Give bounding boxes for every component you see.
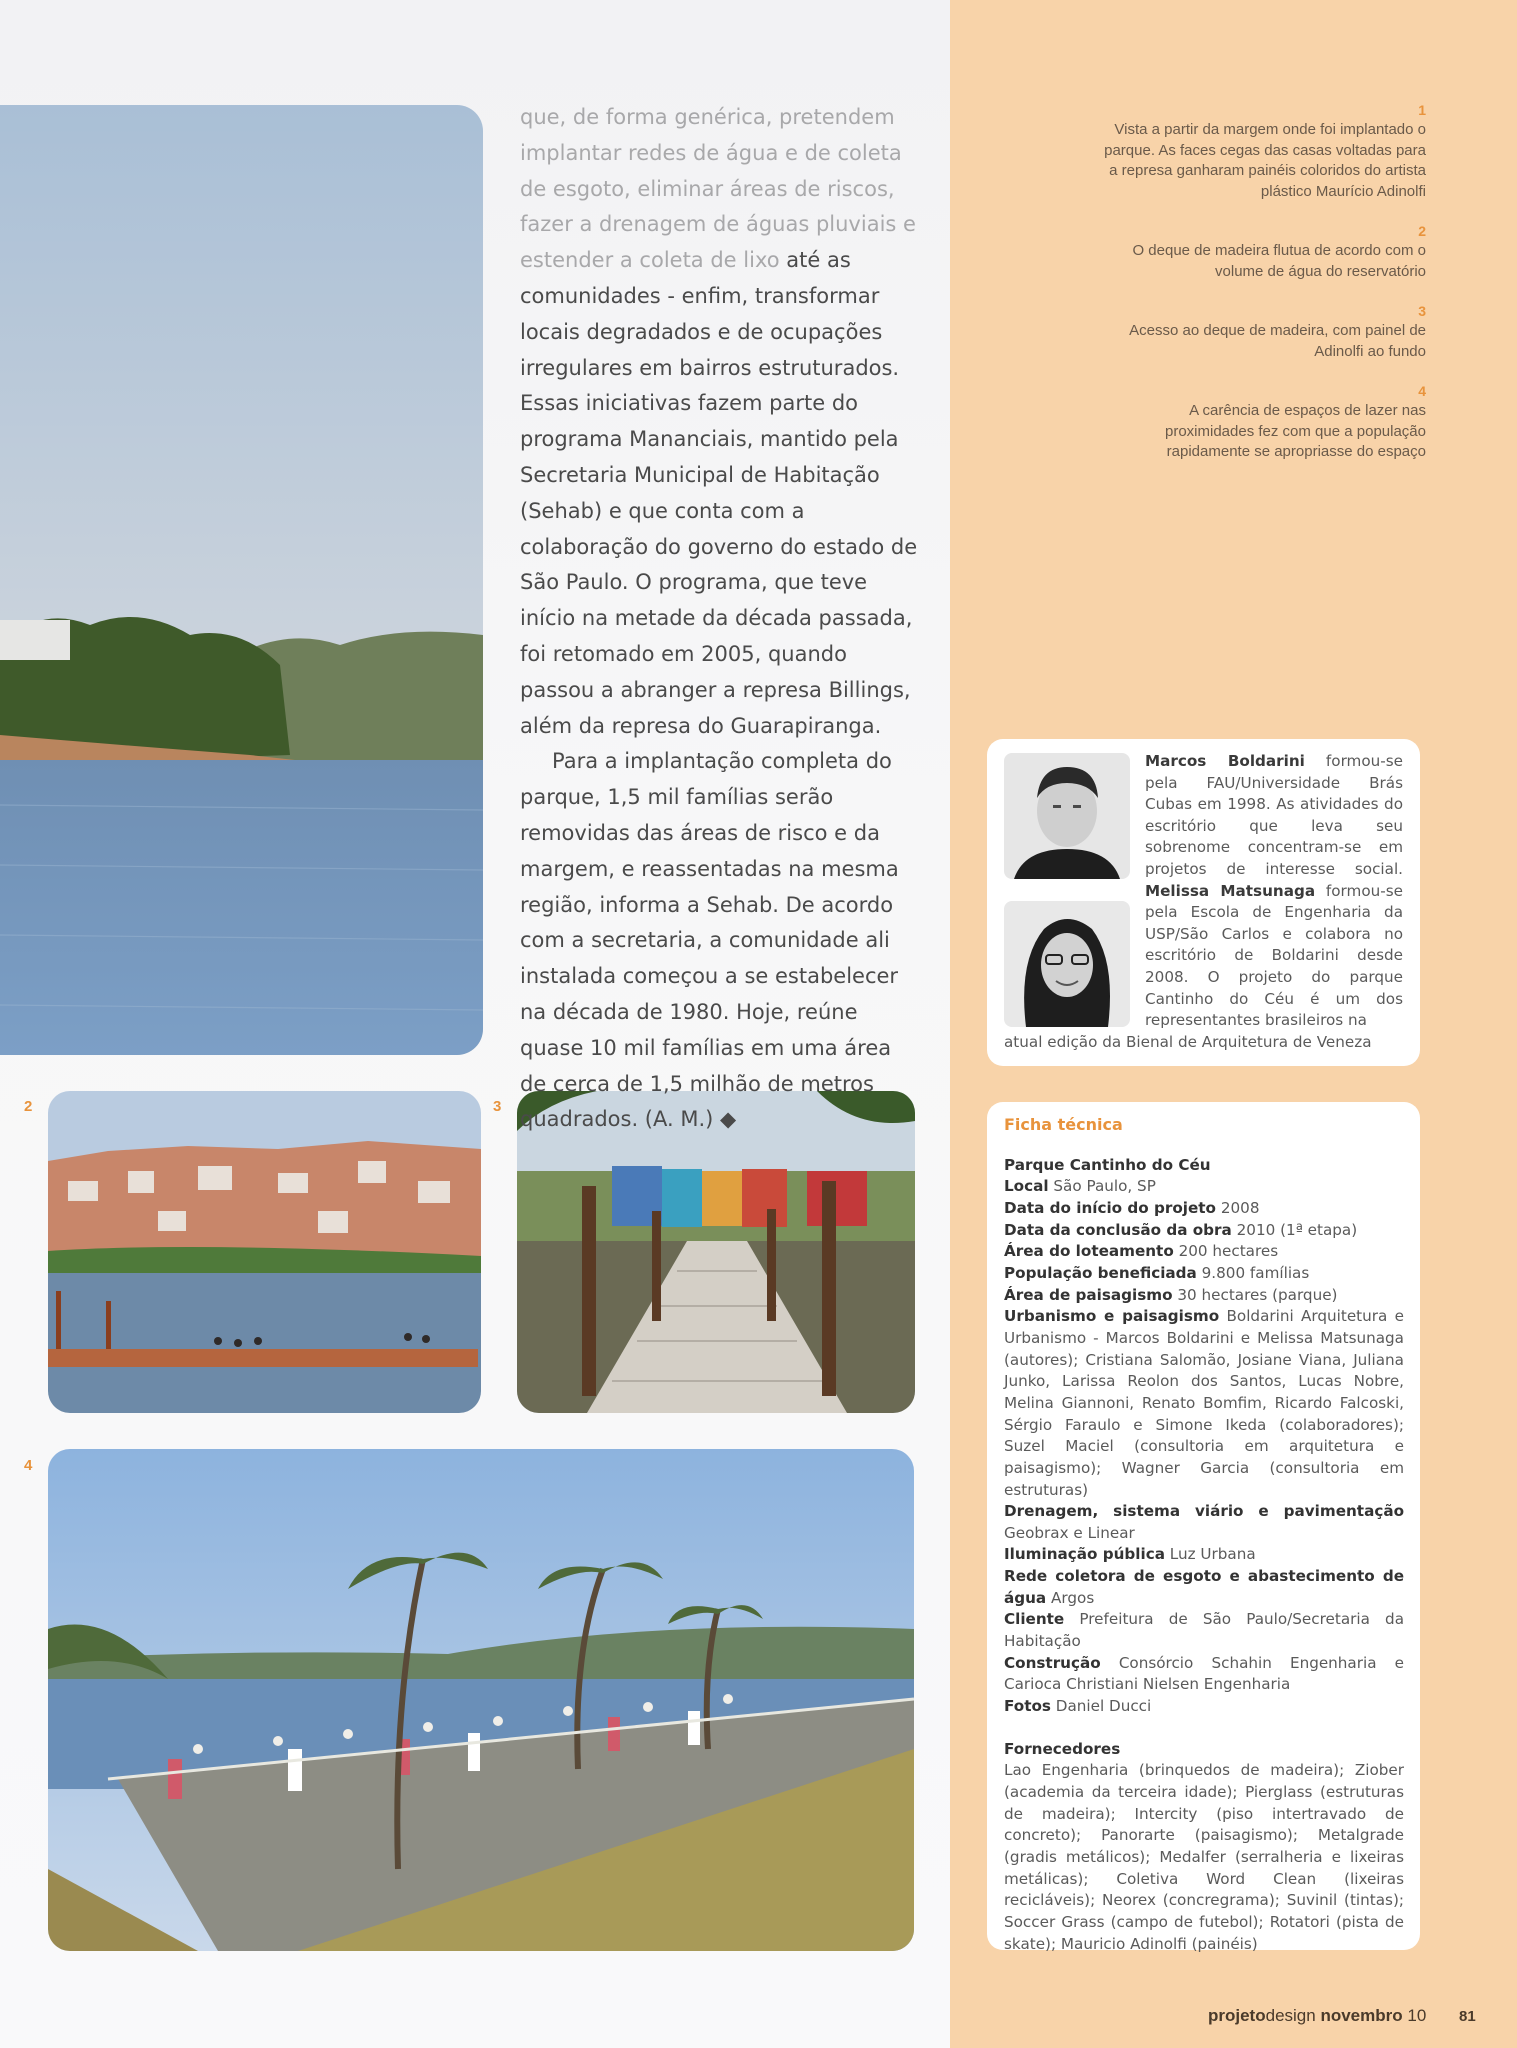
technical-sheet-items [1004,1176,1404,1717]
bio-text-tail: atual edição da Bienal de Arquitetura de Veneza [1004,1033,1372,1051]
issue-number: 10 [1407,2006,1427,2025]
photo-floating-deck [48,1091,481,1413]
magazine-brand-bold: projeto [1208,2006,1266,2025]
item-label: Data da conclusão da obra [1004,1220,1232,1239]
item-value: Daniel Ducci [1050,1697,1152,1716]
caption-text: O deque de madeira flutua de acordo com o volume de água do reservatório [1132,242,1426,280]
item-value: Luz Urbana [1164,1545,1256,1564]
item-value: 2010 (1ª etapa) [1231,1220,1358,1239]
spacer [1004,1718,1404,1739]
photo-exercise-group [48,1449,914,1951]
magazine-brand-light: design [1265,2006,1316,2025]
item-label: Construção [1004,1653,1101,1672]
item-label: Urbanismo e paisagismo [1004,1307,1220,1326]
item-value: 2008 [1216,1198,1260,1217]
technical-sheet-card [987,1102,1420,1953]
author-name-1: Marcos Boldarini [1145,752,1305,770]
caption-number: 2 [1418,223,1426,239]
technical-sheet-item [1004,1653,1404,1696]
technical-sheet-item [1004,1696,1404,1718]
item-label: Cliente [1004,1610,1065,1629]
technical-sheet-item [1004,1285,1404,1307]
item-value: Consórcio Schahin Engenharia e Carioca Christiani Nielsen Engenharia [1004,1653,1404,1694]
project-name: Parque Cantinho do Céu [1004,1155,1211,1174]
item-value: Prefeitura de São Paulo/Secretaria da Habitação [1004,1610,1404,1651]
paragraph-1-text: até as comunidades - enfim, transformar locais degradados e de ocupações irregulares em bairros estruturados. Essas iniciativas fazem parte do programa Mananciais, mantido pela Secretaria Municipal de Habitação (Sehab) e que conta com a colaboração do governo do estado de São Paulo. O programa, que teve início na metade da década passada, foi retomado em 2005, quando passou a abranger a represa Billings, além da represa do Guarapiranga. [520,248,918,738]
caption-3 [1100,301,1426,362]
photo-number-2: 2 [24,1098,33,1115]
item-value: Geobrax e Linear [1004,1523,1135,1542]
caption-2 [1100,221,1426,282]
technical-sheet-item [1004,1544,1404,1566]
issue-month: novembro [1320,2006,1403,2025]
caption-1 [1100,100,1426,202]
technical-sheet-item [1004,1306,1404,1501]
photo-captions [1100,100,1426,482]
item-value: 30 hectares (parque) [1172,1285,1338,1304]
page-footer [1208,2006,1476,2026]
suppliers-title: Fornecedores [1004,1739,1121,1758]
item-label: Rede coletora de esgoto e abastecimento de água [1004,1567,1404,1607]
caption-number: 3 [1418,303,1426,319]
technical-sheet-item [1004,1198,1404,1220]
end-mark-icon: ◆ [720,1107,737,1132]
technical-sheet-item [1004,1566,1404,1609]
bio-text [1145,751,1403,1032]
technical-sheet-item [1004,1263,1404,1285]
item-label: Área do loteamento [1004,1242,1174,1261]
technical-sheet-item [1004,1609,1404,1652]
article-paragraph-2 [520,744,920,1138]
article-paragraph-1 [520,100,920,744]
caption-number: 1 [1418,102,1426,118]
item-value: 9.800 famílias [1196,1263,1310,1282]
item-value: 200 hectares [1173,1242,1279,1261]
technical-sheet-item [1004,1241,1404,1263]
item-label: Fotos [1004,1697,1051,1716]
photo-number-3: 3 [493,1098,502,1115]
photo-boardwalk [517,1091,915,1413]
technical-sheet-item [1004,1220,1404,1242]
item-value: Argos [1046,1588,1095,1607]
technical-sheet-item [1004,1501,1404,1544]
paragraph-2-text: Para a implantação completa do parque, 1,5 mil famílias serão removidas das áreas de risco e da margem, e reassentadas na mesma região, informa a Sehab. De acordo com a secretaria, a comunidade ali instalada começou a se estabelecer na década de 1980. Hoje, reúne quase 10 mil famílias em uma área de cerca de 1,5 milhão de metros quadrados. (A. M.) [520,749,899,1132]
caption-4 [1100,381,1426,463]
author-bio-2: formou-se pela Escola de Engenharia da USP/São Carlos e colabora no escritório de Boldarini desde 2008. O projeto do parque Cantinho do Céu é um dos representantes brasileiros na [1145,881,1403,1030]
caption-text: Acesso ao deque de madeira, com painel de Adinolfi ao fundo [1129,322,1426,360]
technical-sheet-item [1004,1176,1404,1198]
photo-number-4: 4 [24,1457,33,1474]
caption-text: Vista a partir da margem onde foi implantado o parque. As faces cegas das casas voltadas para a represa ganharam painéis coloridos do artista plástico Maurício Adinolfi [1104,121,1426,200]
photo-lake-view [0,105,483,1055]
article-body [520,100,920,1138]
author-name-2: Melissa Matsunaga [1145,881,1316,900]
technical-sheet [1004,1114,1404,1955]
portrait-melissa-matsunaga [1004,901,1130,1027]
item-label: Iluminação pública [1004,1545,1165,1564]
item-value: Boldarini Arquitetura e Urbanismo - Marcos Boldarini e Melissa Matsunaga (autores); Cristiana Salomão, Josiane Viana, Juliana Junko, Larissa Reolon dos Santos, Lucas Nobre, Melina Giannoni, Renato Bomfim, Ricardo Falcoski, Sérgio Faraulo e Simone Ikeda (colaboradores); Suzel Maciel (consultoria em arquitetura e paisagismo); Wagner Garcia (consultoria em estruturas) [1004,1307,1404,1499]
item-label: Drenagem, sistema viário e pavimentação [1004,1502,1404,1521]
caption-number: 4 [1418,383,1426,399]
item-label: População beneficiada [1004,1263,1197,1282]
caption-text: A carência de espaços de lazer nas proximidades fez com que a população rapidamente se apropriasse do espaço [1165,402,1426,460]
item-label: Local [1004,1177,1049,1196]
author-bio-1: formou-se pela FAU/Universidade Brás Cubas em 1998. As atividades do escritório que leva seu sobrenome concentram-se em projetos de interesse social. [1145,752,1403,878]
page-number: 81 [1459,2008,1476,2025]
item-value: São Paulo, SP [1048,1177,1156,1196]
suppliers-text: Lao Engenharia (brinquedos de madeira); Ziober (academia da terceira idade); Pierglass (estruturas de madeira); Intercity (piso intertravado de concreto); Panorarte (paisagismo); Metalgrade (gradis metálicos); Medalfer (serralheria e lixeiras metálicas); Coletiva Word Clean (lixeiras recicláveis); Neorex (concregrama); Suvinil (tintas); Soccer Grass (campo de futebol); Rotatori (pista de skate); Mauricio Adinolfi (painéis) [1004,1761,1404,1953]
faded-text: que, de forma genérica, pretendem implantar redes de água e de coleta de esgoto, eliminar áreas de riscos, fazer a drenagem de águas pluviais e estender a coleta de lixo [520,105,916,273]
author-bio-card [987,739,1420,1066]
item-label: Data do início do projeto [1004,1198,1216,1217]
item-label: Área de paisagismo [1004,1285,1173,1304]
technical-sheet-title: Ficha técnica [1004,1115,1123,1134]
portrait-marcos-boldarini [1004,753,1130,879]
